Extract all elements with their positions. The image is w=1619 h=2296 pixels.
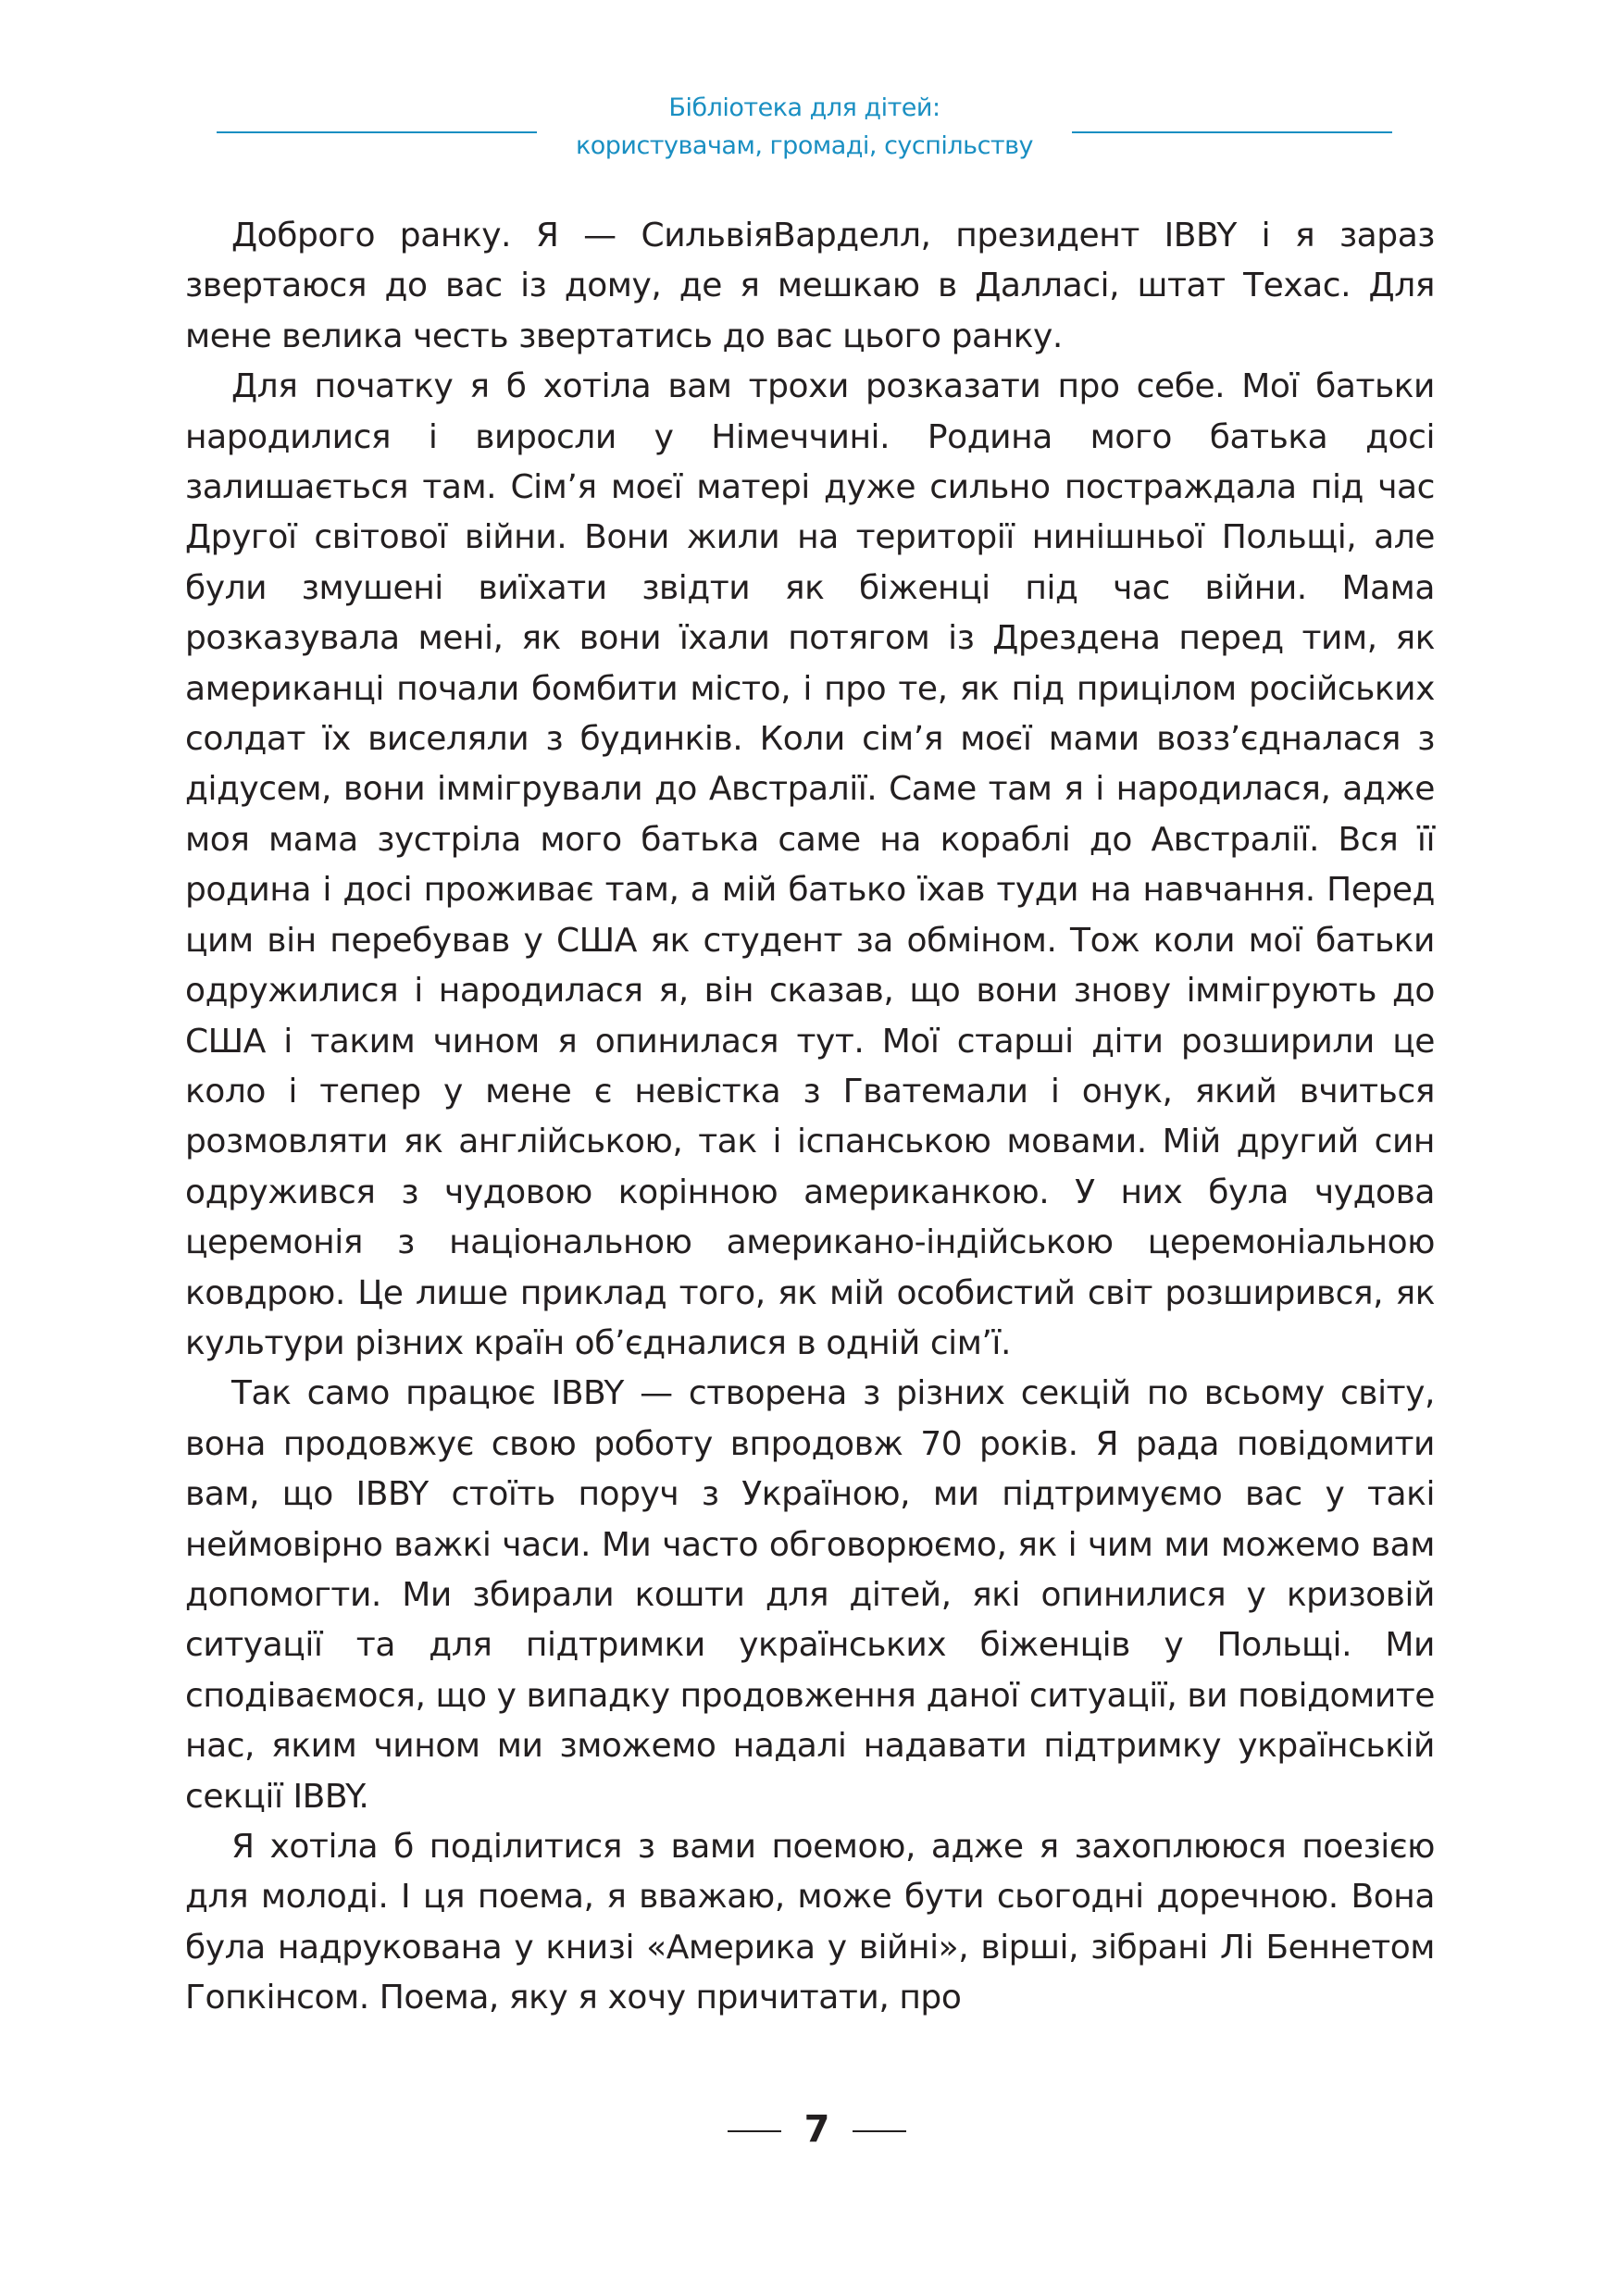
header-rule-right <box>1072 131 1392 133</box>
paragraph-4: Я хотіла б поділитися з вами поемою, адже я захоплююся поезією для молоді. І ця поема, я вважаю, може бути сьогодні доречною. Вона була надрукована у книзі «Америка у війні», вірші, зібрані Лі Беннетом Гопкінсом. Поема, яку я хочу причитати, про <box>185 1828 1435 2017</box>
header-title-line-1: Бібліотека для дітей: <box>668 93 940 122</box>
running-header <box>0 89 1619 172</box>
paragraph-1: Доброго ранку. Я — СильвіяВарделл, президент IBBY і я зараз звертаюся до вас із дому, де я мешкаю в Далласі, штат Техас. Для мене велика честь звертатись до вас цього ранку. <box>185 217 1435 355</box>
header-title-line-2: користувачам, громаді, суспільству <box>575 131 1034 160</box>
footer-rule-left <box>728 2130 781 2132</box>
running-header-title <box>537 89 1072 165</box>
paragraph-2: Для початку я б хотіла вам трохи розказати про себе. Мої батьки народилися і виросли у Німеччині. Родина мого батька досі залишається там. Сім’я моєї матері дуже сильно постраждала під час Другої світової війни. Вони жили на території нинішньої Польщі, але були змушені виїхати звідти як біженці під час війни. Мама розказувала мені, як вони їхали потягом із Дрездена перед тим, як американці почали бомбити місто, і про те, як під прицілом російських солдат їх виселяли з будинків. Коли сім’я моєї мами возз’єдналася з дідусем, вони іммігрували до Австралії. Саме там я і народилася, адже моя мама зустріла мого батька саме на кораблі до Австралії. Вся її родина і досі проживає там, а мій батько їхав туди на навчання. Перед цим він перебував у США як студент за обміном. Тож коли мої батьки одружилися і народилася я, він сказав, що вони знову іммігрують до США і таким чином я опинилася тут. Мої старші діти розширили це коло і тепер у мене є невістка з Гватемали і онук, який вчиться розмовляти як англійською, так і іспанською мовами. Мій другий син одружився з чудовою корінною американкою. У них була чудова церемонія з національною американо-індійською церемоніальною ковдрою. Це лише приклад того, як мій особистий світ розширився, як культури різних країн об’єдналися в одній сім’ї. <box>185 367 1435 1362</box>
footer-rule-right <box>853 2130 906 2132</box>
paragraph-3: Так само працює IBBY — створена з різних секцій по всьому світу, вона продовжує свою роботу впродовж 70 років. Я рада повідомити вам, що IBBY стоїть поруч з Україною, ми підтримуємо вас у такі неймовірно важкі часи. Ми часто обговорюємо, як і чим ми можемо вам допомогти. Ми збирали кошти для дітей, які опинилися у кризовій ситуації та для підтримки українських біженців у Польщі. Ми сподіваємося, що у випадку продовження даної ситуації, ви повідомите нас, яким чином ми зможемо надалі надавати підтримку українській секції IBBY. <box>185 1374 1435 1816</box>
header-rule-left <box>217 131 537 133</box>
page-number: 7 <box>803 2108 830 2151</box>
page-footer <box>0 2106 1619 2153</box>
body-text <box>185 211 1435 2024</box>
